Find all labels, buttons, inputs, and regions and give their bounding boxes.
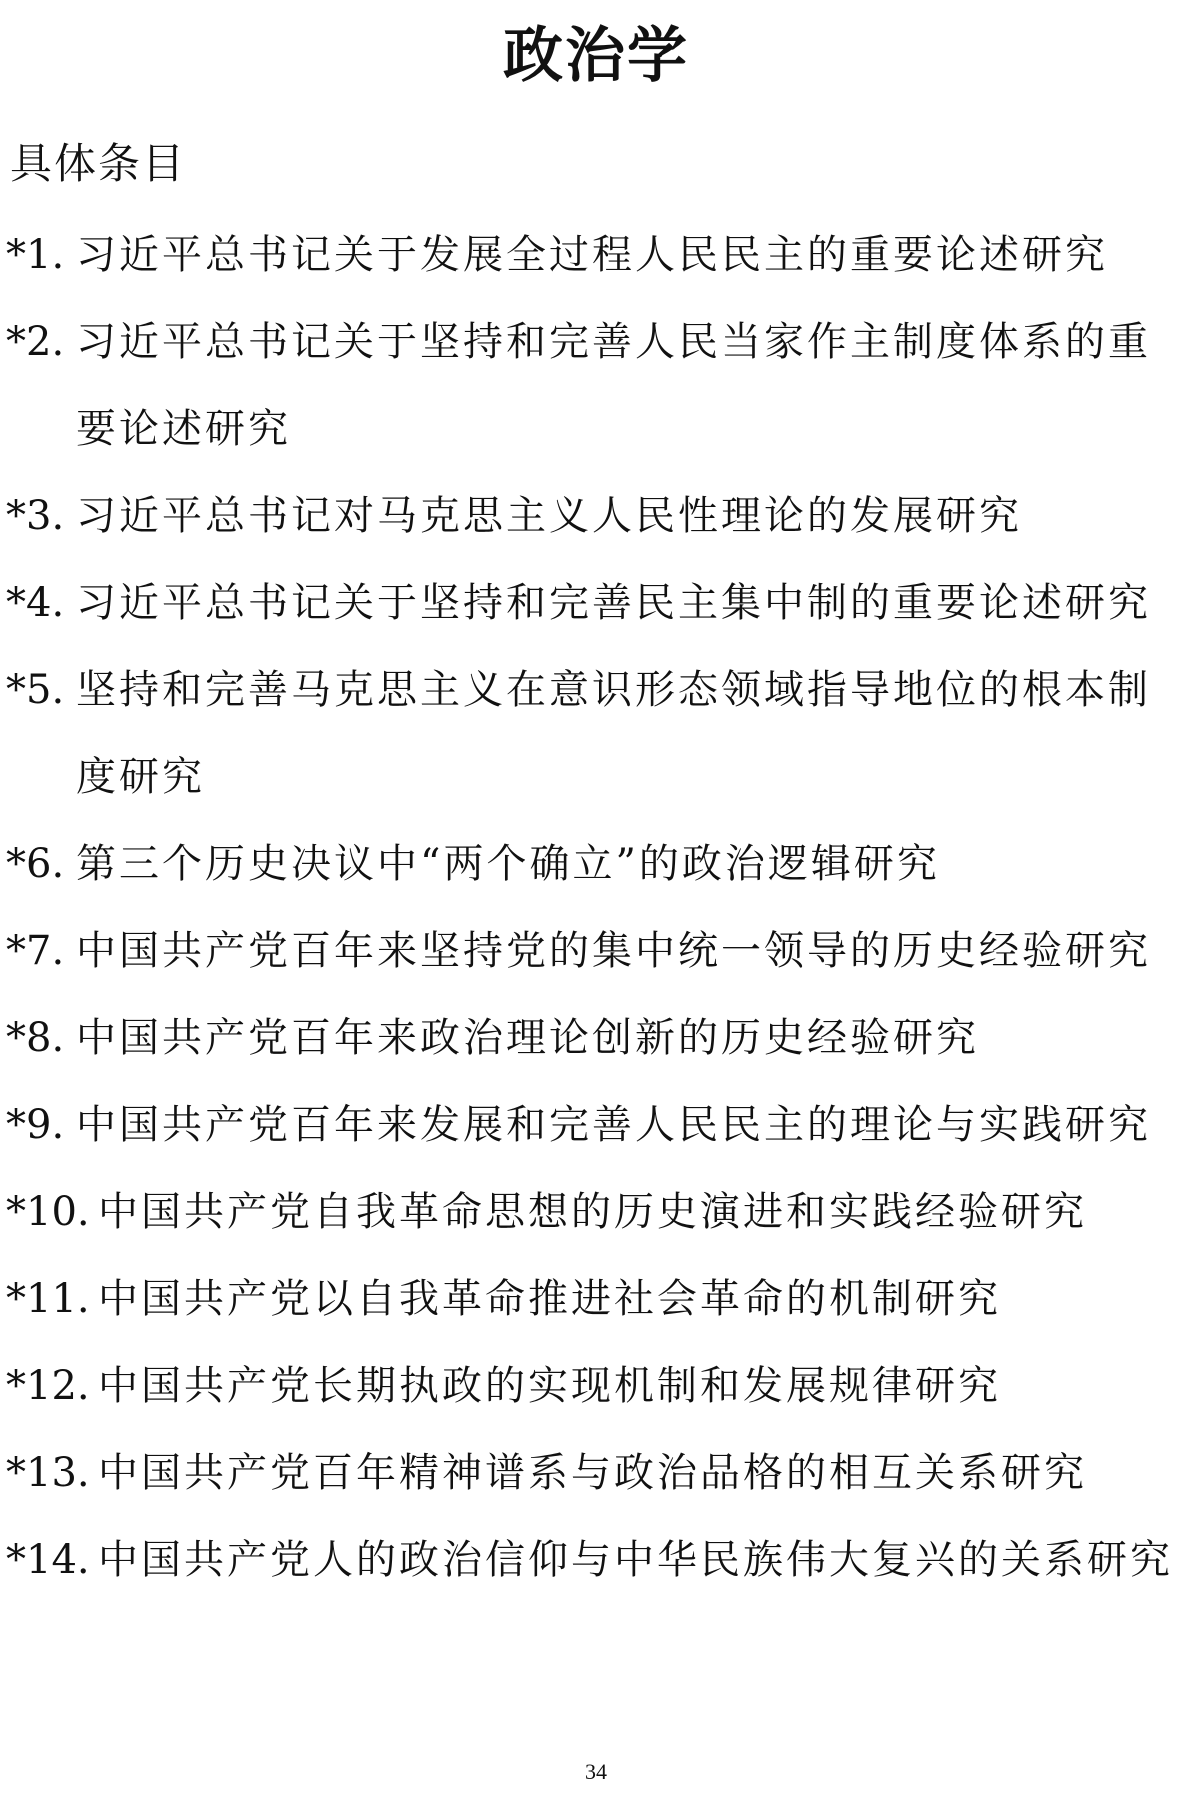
item-number: *7.	[6, 928, 65, 974]
list-item	[0, 908, 1184, 995]
item-number: *2.	[6, 319, 65, 365]
list-item	[0, 1517, 1184, 1604]
item-text: 习近平总书记对马克思主义人民性理论的发展研究	[76, 493, 1022, 539]
page-number: 34	[585, 1759, 607, 1784]
item-number: *14.	[6, 1537, 90, 1583]
list-item	[0, 212, 1184, 299]
item-text: 中国共产党百年精神谱系与政治品格的相互关系研究	[98, 1450, 1087, 1496]
item-text: 中国共产党百年来发展和完善人民民主的理论与实践研究	[76, 1102, 1151, 1148]
list-item	[0, 647, 1184, 821]
item-number: *10.	[6, 1189, 90, 1235]
item-number: *11.	[6, 1276, 90, 1322]
list-item	[0, 560, 1184, 647]
list-item	[0, 995, 1184, 1082]
item-text: 坚持和完善马克思主义在意识形态领域指导地位的根本制度研究	[76, 667, 1151, 800]
item-list	[0, 212, 1192, 1604]
item-number: *3.	[6, 493, 65, 539]
item-number: *5.	[6, 667, 65, 713]
item-text: 习近平总书记关于坚持和完善民主集中制的重要论述研究	[76, 580, 1151, 626]
item-text: 第三个历史决议中“两个确立”的政治逻辑研究	[76, 841, 940, 887]
list-item	[0, 1169, 1184, 1256]
item-text: 中国共产党自我革命思想的历史演进和实践经验研究	[98, 1189, 1087, 1235]
item-text: 习近平总书记关于发展全过程人民民主的重要论述研究	[76, 232, 1108, 278]
list-item	[0, 299, 1184, 473]
item-number: *9.	[6, 1102, 65, 1148]
item-number: *13.	[6, 1450, 90, 1496]
item-text: 中国共产党人的政治信仰与中华民族伟大复兴的关系研究	[98, 1537, 1173, 1583]
item-text: 中国共产党长期执政的实现机制和发展规律研究	[98, 1363, 1001, 1409]
item-text: 中国共产党百年来政治理论创新的历史经验研究	[76, 1015, 979, 1061]
item-number: *8.	[6, 1015, 65, 1061]
list-item	[0, 473, 1184, 560]
list-item	[0, 1256, 1184, 1343]
item-text: 习近平总书记关于坚持和完善人民当家作主制度体系的重要论述研究	[76, 319, 1151, 452]
item-number: *12.	[6, 1363, 90, 1409]
section-heading: 具体条目	[10, 139, 187, 188]
item-text: 中国共产党以自我革命推进社会革命的机制研究	[98, 1276, 1001, 1322]
list-item	[0, 1343, 1184, 1430]
page-title: 政治学	[503, 21, 689, 91]
item-text: 中国共产党百年来坚持党的集中统一领导的历史经验研究	[76, 928, 1151, 974]
list-item	[0, 1430, 1184, 1517]
item-number: *1.	[6, 232, 65, 278]
item-number: *4.	[6, 580, 65, 626]
item-number: *6.	[6, 841, 65, 887]
list-item	[0, 1082, 1184, 1169]
list-item	[0, 821, 1184, 908]
